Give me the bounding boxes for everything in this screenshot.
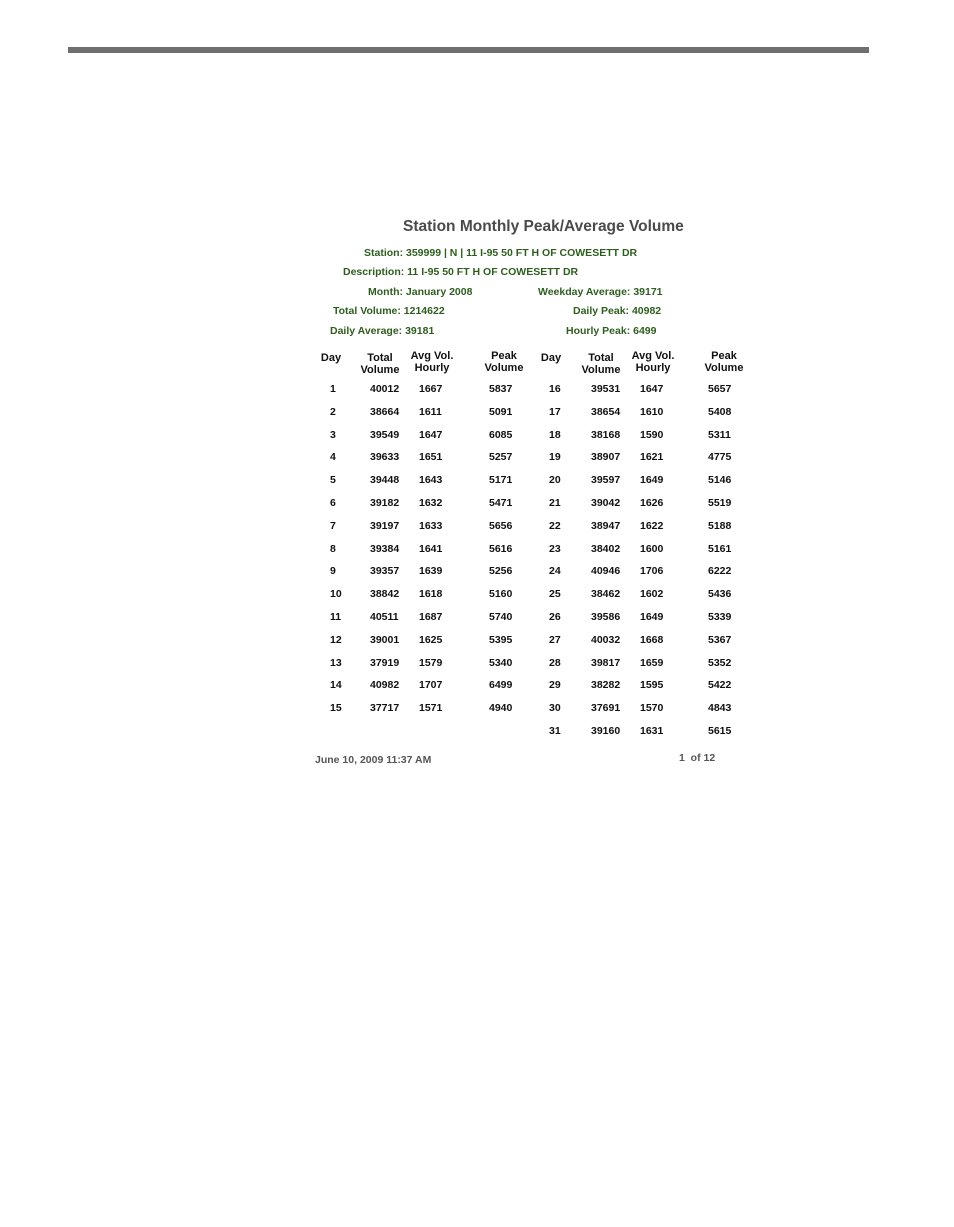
table-cell: 40511 <box>370 611 399 623</box>
table-cell: 39597 <box>591 474 621 487</box>
table-cell: 14 <box>330 679 342 692</box>
table-cell: 31 <box>549 725 561 737</box>
table-cell: 1667 <box>419 383 443 395</box>
table-cell: 39384 <box>370 542 400 555</box>
table-cell: 1659 <box>640 656 664 669</box>
footer-timestamp: June 10, 2009 11:37 AM <box>315 754 432 766</box>
table-cell: 38168 <box>591 428 621 441</box>
table-header-cell: Total <box>588 352 614 364</box>
table-header-cell: Volume <box>360 364 400 376</box>
table-cell: 5171 <box>489 474 513 487</box>
table-cell: 1611 <box>419 405 442 418</box>
total-volume: Total Volume: 1214622 <box>333 305 445 317</box>
table-cell: 1579 <box>419 656 443 669</box>
table-cell: 5436 <box>708 588 732 601</box>
table-cell: 1626 <box>640 497 664 509</box>
table-cell: 5161 <box>708 542 732 555</box>
table-cell: 6222 <box>708 565 732 578</box>
table-cell: 1621 <box>640 451 664 464</box>
table-cell: 24 <box>549 565 561 578</box>
table-cell: 5257 <box>489 451 513 464</box>
table-cell: 22 <box>549 519 561 532</box>
table-cell: 27 <box>549 633 561 646</box>
table-cell: 40012 <box>370 383 400 395</box>
table-cell: 1602 <box>640 588 664 601</box>
table-cell: 6499 <box>489 679 513 692</box>
table-cell: 25 <box>549 588 561 601</box>
table-cell: 5339 <box>708 611 732 623</box>
table-cell: 1707 <box>419 679 443 692</box>
table-cell: 1625 <box>419 633 443 646</box>
table-cell: 39357 <box>370 565 400 578</box>
month-line: Month: January 2008 <box>368 286 473 298</box>
table-header-cell: Peak <box>711 350 737 362</box>
table-cell: 4940 <box>489 702 513 715</box>
table-header-cell: Day <box>540 352 562 364</box>
table-cell: 3 <box>330 428 336 441</box>
table-cell: 37691 <box>591 702 621 715</box>
table-cell: 5657 <box>708 383 732 395</box>
table-cell: 39042 <box>591 497 621 509</box>
daily-peak: Daily Peak: 40982 <box>573 305 662 317</box>
table-cell: 1651 <box>419 451 443 464</box>
table-cell: 1649 <box>640 611 664 623</box>
table-cell: 39448 <box>370 474 400 487</box>
table-cell: 1600 <box>640 542 664 555</box>
table-cell: 1618 <box>419 588 443 601</box>
table-cell: 1687 <box>419 611 443 623</box>
table-cell: 39001 <box>370 633 400 646</box>
table-cell: 39633 <box>370 451 400 464</box>
table-cell: 1610 <box>640 405 664 418</box>
table-cell: 1590 <box>640 428 664 441</box>
table-cell: 38842 <box>370 588 400 601</box>
report-title: Station Monthly Peak/Average Volume <box>403 218 684 235</box>
table-cell: 1643 <box>419 474 443 487</box>
table-cell: 9 <box>330 565 336 578</box>
table-cell: 12 <box>330 633 342 646</box>
table-cell: 40946 <box>591 565 621 578</box>
table-cell: 39197 <box>370 519 400 532</box>
table-cell: 5616 <box>489 542 513 555</box>
table-cell: 5 <box>330 474 336 487</box>
table-cell: 1571 <box>419 702 443 715</box>
table-cell: 17 <box>549 405 561 418</box>
table-cell: 4775 <box>708 451 732 464</box>
table-cell: 1668 <box>640 633 664 646</box>
table-cell: 16 <box>549 383 561 395</box>
weekday-average: Weekday Average: 39171 <box>538 286 663 298</box>
table-cell: 1631 <box>640 725 664 737</box>
table-cell: 30 <box>549 702 561 715</box>
table-cell: 1595 <box>640 679 664 692</box>
table-cell: 5160 <box>489 588 513 601</box>
table-cell: 38654 <box>591 405 621 418</box>
table-cell: 39160 <box>591 725 621 737</box>
table-cell: 5256 <box>489 565 513 578</box>
table-header-cell: Volume <box>581 364 621 376</box>
table-header-cell: Volume <box>484 362 524 374</box>
table-header-cell: Total <box>367 352 393 364</box>
table-cell: 38947 <box>591 519 621 532</box>
table-cell: 5408 <box>708 405 732 418</box>
table-cell: 1570 <box>640 702 664 715</box>
table-cell: 5340 <box>489 656 513 669</box>
table-cell: 5146 <box>708 474 732 487</box>
table-cell: 4 <box>330 451 336 464</box>
table-cell: 28 <box>549 656 561 669</box>
table-cell: 38282 <box>591 679 621 692</box>
table-header-cell: Volume <box>704 362 744 374</box>
table-cell: 21 <box>549 497 561 509</box>
table-cell: 8 <box>330 542 336 555</box>
table-cell: 38664 <box>370 405 400 418</box>
table-cell: 15 <box>330 702 342 715</box>
table-cell: 1622 <box>640 519 664 532</box>
table-cell: 5740 <box>489 611 513 623</box>
table-cell: 1706 <box>640 565 664 578</box>
table-cell: 13 <box>330 656 342 669</box>
station-line: Station: 359999 | N | 11 I-95 50 FT H OF COWESETT DR <box>364 247 638 259</box>
table-cell: 10 <box>330 588 342 601</box>
table-cell: 40032 <box>591 633 621 646</box>
table-cell: 26 <box>549 611 561 623</box>
hourly-peak: Hourly Peak: 6499 <box>566 325 657 337</box>
table-cell: 5091 <box>489 405 513 418</box>
table-cell: 5519 <box>708 497 732 509</box>
table-cell: 1647 <box>419 428 443 441</box>
table-cell: 1649 <box>640 474 664 487</box>
table-cell: 5656 <box>489 519 513 532</box>
table-cell: 38462 <box>591 588 621 601</box>
table-cell: 5471 <box>489 497 513 509</box>
table-cell: 29 <box>549 679 561 692</box>
table-cell: 5367 <box>708 633 732 646</box>
table-cell: 5395 <box>489 633 513 646</box>
table-cell: 7 <box>330 519 336 532</box>
table-cell: 1 <box>330 383 336 395</box>
table-cell: 5422 <box>708 679 732 692</box>
table-cell: 19 <box>549 451 561 464</box>
table-cell: 2 <box>330 405 336 418</box>
table-cell: 39182 <box>370 497 400 509</box>
table-cell: 38402 <box>591 542 621 555</box>
top-rule <box>68 47 869 53</box>
daily-average: Daily Average: 39181 <box>330 325 435 337</box>
table-cell: 5352 <box>708 656 732 669</box>
table-cell: 39531 <box>591 383 621 395</box>
table-cell: 39586 <box>591 611 621 623</box>
table-cell: 5615 <box>708 725 732 737</box>
table-cell: 18 <box>549 428 561 441</box>
table-cell: 40982 <box>370 679 400 692</box>
table-header-cell: Hourly <box>414 362 450 374</box>
table-header-cell: Hourly <box>635 362 671 374</box>
table-header-cell: Avg Vol. <box>631 350 675 362</box>
table-cell: 20 <box>549 474 561 487</box>
table-cell: 39817 <box>591 656 621 669</box>
page-number: 1 of 12 <box>679 752 716 764</box>
table-cell: 37717 <box>370 702 400 715</box>
table-cell: 37919 <box>370 656 400 669</box>
table-cell: 6 <box>330 497 336 509</box>
table-cell: 4843 <box>708 702 732 715</box>
table-cell: 23 <box>549 542 561 555</box>
table-cell: 39549 <box>370 428 400 441</box>
table-cell: 38907 <box>591 451 621 464</box>
table-header-cell: Peak <box>491 350 517 362</box>
table-cell: 1639 <box>419 565 443 578</box>
description-line: Description: 11 I-95 50 FT H OF COWESETT DR <box>343 266 579 278</box>
table-cell: 5188 <box>708 519 732 532</box>
table-cell: 1633 <box>419 519 443 532</box>
table-cell: 5837 <box>489 383 513 395</box>
table-cell: 11 <box>330 611 342 623</box>
table-cell: 6085 <box>489 428 513 441</box>
table-cell: 1641 <box>419 542 443 555</box>
table-cell: 5311 <box>708 428 731 441</box>
table-cell: 1632 <box>419 497 443 509</box>
table-header-cell: Day <box>320 352 342 364</box>
table-cell: 1647 <box>640 383 664 395</box>
table-header-cell: Avg Vol. <box>410 350 454 362</box>
